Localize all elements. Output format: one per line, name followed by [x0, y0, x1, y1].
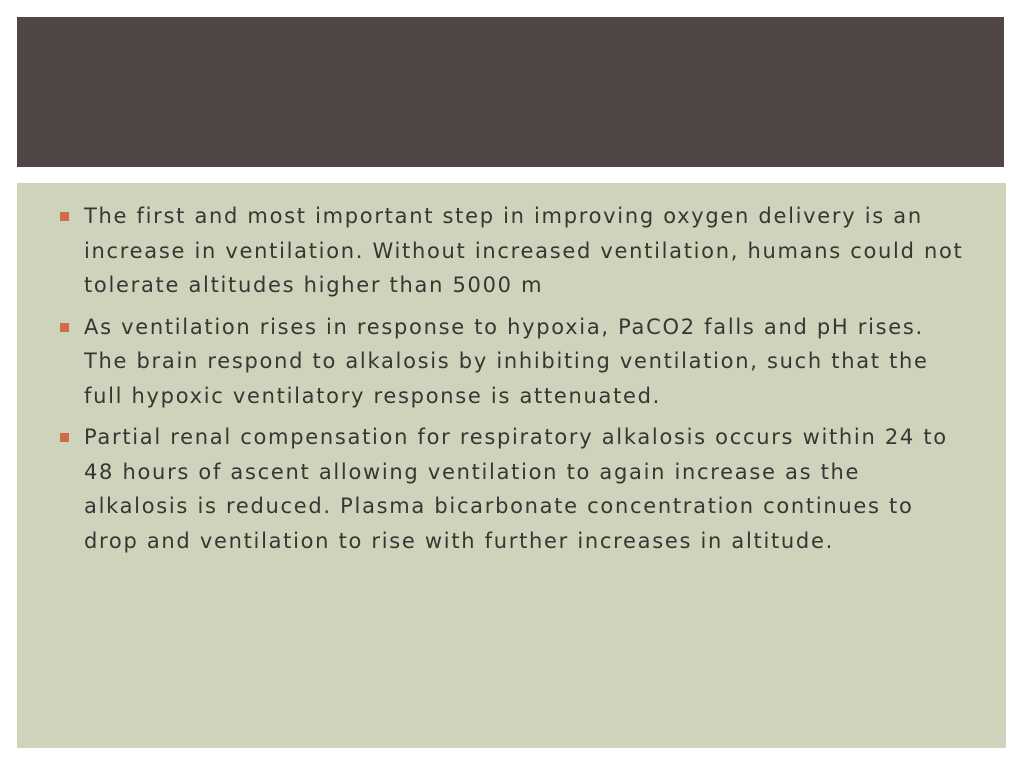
bullet-text: The first and most important step in improving oxygen delivery is an increase in ventilation. Without increased ventilation, humans could not tolerate altitudes higher than 5000 m	[84, 204, 964, 297]
bullet-item	[60, 310, 970, 414]
bullet-item	[60, 199, 970, 303]
bullet-text: As ventilation rises in response to hypoxia, PaCO2 falls and pH rises. The brain respond to alkalosis by inhibiting ventilation, such that the full hypoxic ventilatory response is attenuated.	[84, 314, 929, 408]
bullet-list	[60, 199, 970, 565]
square-bullet-icon	[60, 212, 69, 221]
square-bullet-icon	[60, 433, 69, 442]
title-bar	[17, 17, 1004, 167]
square-bullet-icon	[60, 323, 69, 332]
bullet-item	[60, 420, 970, 558]
bullet-text: Partial renal compensation for respiratory alkalosis occurs within 24 to 48 hours of ascent allowing ventilation to again increase as the alkalosis is reduced. Plasma bicarbonate concentration continues to drop and ventilation to rise with further increases in altitude.	[84, 425, 948, 553]
content-panel	[17, 183, 1006, 748]
